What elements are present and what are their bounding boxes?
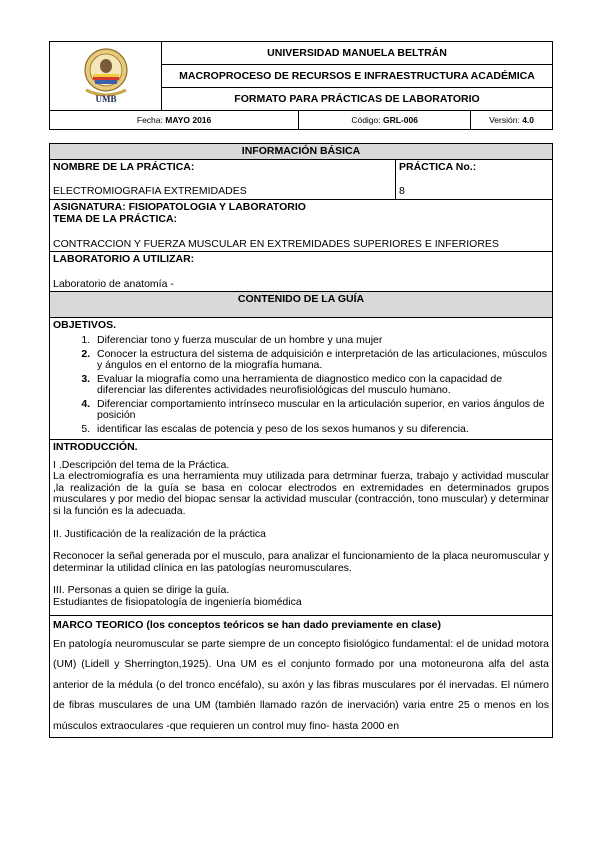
subject-topic-cell bbox=[50, 199, 553, 252]
practice-number-label: PRÁCTICA No.: bbox=[399, 160, 477, 173]
topic-value: CONTRACCION Y FUERZA MUSCULAR EN EXTREMIDADES SUPERIORES E INFERIORES bbox=[53, 237, 499, 250]
intro-3-text: Estudiantes de fisiopatología de ingeniería biomédica bbox=[53, 595, 302, 608]
marco-teorico-text: En patología neuromuscular se parte siempre de un concepto fisiológico fundamental: el de unidad motora (UM) (Lidell y Sherrington,1925). Una UM es el conjunto formado por una motoneurona alfa del asta anterior de la médula (o del tronco encéfalo), su axón y las fibras musculares por él inervadas. El número de fibras musculares de una UM (también llamado razón de inervación) varia entre 25 o menos en los músculos extraoculares -que requieren un control muy fino- hasta 2000 en bbox=[53, 637, 549, 732]
date-label: Fecha: bbox=[136, 115, 163, 125]
format-title: FORMATO PARA PRÁCTICAS DE LABORATORIO bbox=[162, 88, 553, 111]
version-value: 4.0 bbox=[522, 115, 535, 125]
objectives-list bbox=[93, 335, 549, 436]
marco-teorico-cell bbox=[50, 615, 553, 738]
objective-item: 5. identificar las escalas de potencia y peso de los sexos humanos y su diferencia. bbox=[93, 424, 549, 435]
intro-1-text: La electromiografía es una herramienta muy utilizada para detrminar fuerza, trabajo y actividad muscular ,la realización de la guía se basa en colocar electrodos en extremidades en determinados grupos musculares y por medio del biopac sensar la actividad muscular (contracción, tono muscular) y determinar si la función es la adecuada. bbox=[53, 470, 549, 517]
objectives-title: OBJETIVOS. bbox=[53, 319, 117, 331]
svg-text:UMB: UMB bbox=[95, 93, 116, 104]
marco-teorico-title: MARCO TEORICO (los conceptos teóricos se han dado previamente en clase) bbox=[53, 618, 442, 631]
topic-label: TEMA DE LA PRÁCTICA: bbox=[53, 213, 178, 225]
code-label: Código: bbox=[351, 115, 381, 125]
version-cell bbox=[471, 111, 553, 130]
introduction-title: INTRODUCCIÓN. bbox=[53, 441, 138, 454]
objective-item: 4. Diferenciar comportamiento intrínseco muscular en la articulación superior, en varios ángulos de posición bbox=[93, 399, 549, 421]
macroprocess-title: MACROPROCESO DE RECURSOS E INFRAESTRUCTURA ACADÉMICA bbox=[162, 65, 553, 88]
intro-2-text: Reconocer la señal generada por el musculo, para analizar el funcionamiento de la placa neuromuscular y determinar la utilidad clínica en las patologías neuromusculares. bbox=[53, 550, 549, 574]
lab-cell bbox=[50, 252, 553, 292]
practice-name-label: NOMBRE DE LA PRÁCTICA: bbox=[53, 160, 195, 173]
practice-name-cell bbox=[50, 159, 396, 199]
intro-1-heading: I .Descripción del tema de la Práctica. bbox=[53, 458, 230, 471]
practice-number-value: 8 bbox=[399, 185, 405, 197]
logo-cell bbox=[50, 42, 162, 111]
practice-name-value: ELECTROMIOGRAFIA EXTREMIDADES bbox=[53, 185, 247, 197]
date-cell bbox=[50, 111, 299, 130]
objective-item: 3. Evaluar la miografía como una herramienta de diagnostico medico con la capacidad de diferenciar las diferentes actividades neurofisiológicas del musculo humano. bbox=[93, 374, 549, 396]
code-value: GRL-006 bbox=[383, 115, 418, 125]
header-table bbox=[49, 41, 553, 130]
date-value: MAYO 2016 bbox=[165, 115, 212, 125]
objective-item: 2. Conocer la estructura del sistema de adquisición e interpretación de las articulaciones, músculos y ángulos en el entorno de la miografía humana. bbox=[93, 349, 549, 371]
lab-value: Laboratorio de anatomía - bbox=[53, 277, 174, 290]
intro-3-heading: III. Personas a quien se dirige la guía. bbox=[53, 584, 230, 597]
body-table bbox=[49, 143, 553, 738]
university-seal-icon bbox=[80, 46, 132, 104]
code-cell bbox=[299, 111, 471, 130]
content-section-title: CONTENIDO DE LA GUÍA bbox=[50, 292, 553, 318]
introduction-cell bbox=[50, 440, 553, 615]
university-title: UNIVERSIDAD MANUELA BELTRÁN bbox=[162, 42, 553, 65]
objective-item: 1. Diferenciar tono y fuerza muscular de un hombre y una mujer bbox=[93, 335, 549, 346]
subject-line: ASIGNATURA: FISIOPATOLOGIA Y LABORATORIO bbox=[53, 200, 306, 213]
objectives-cell bbox=[50, 318, 553, 440]
intro-2-heading: II. Justificación de la realización de la práctica bbox=[53, 527, 267, 540]
lab-label: LABORATORIO A UTILIZAR: bbox=[53, 253, 195, 265]
version-label: Versión: bbox=[489, 115, 520, 125]
info-section-title: INFORMACIÓN BÁSICA bbox=[50, 144, 553, 160]
practice-number-cell bbox=[396, 159, 553, 199]
